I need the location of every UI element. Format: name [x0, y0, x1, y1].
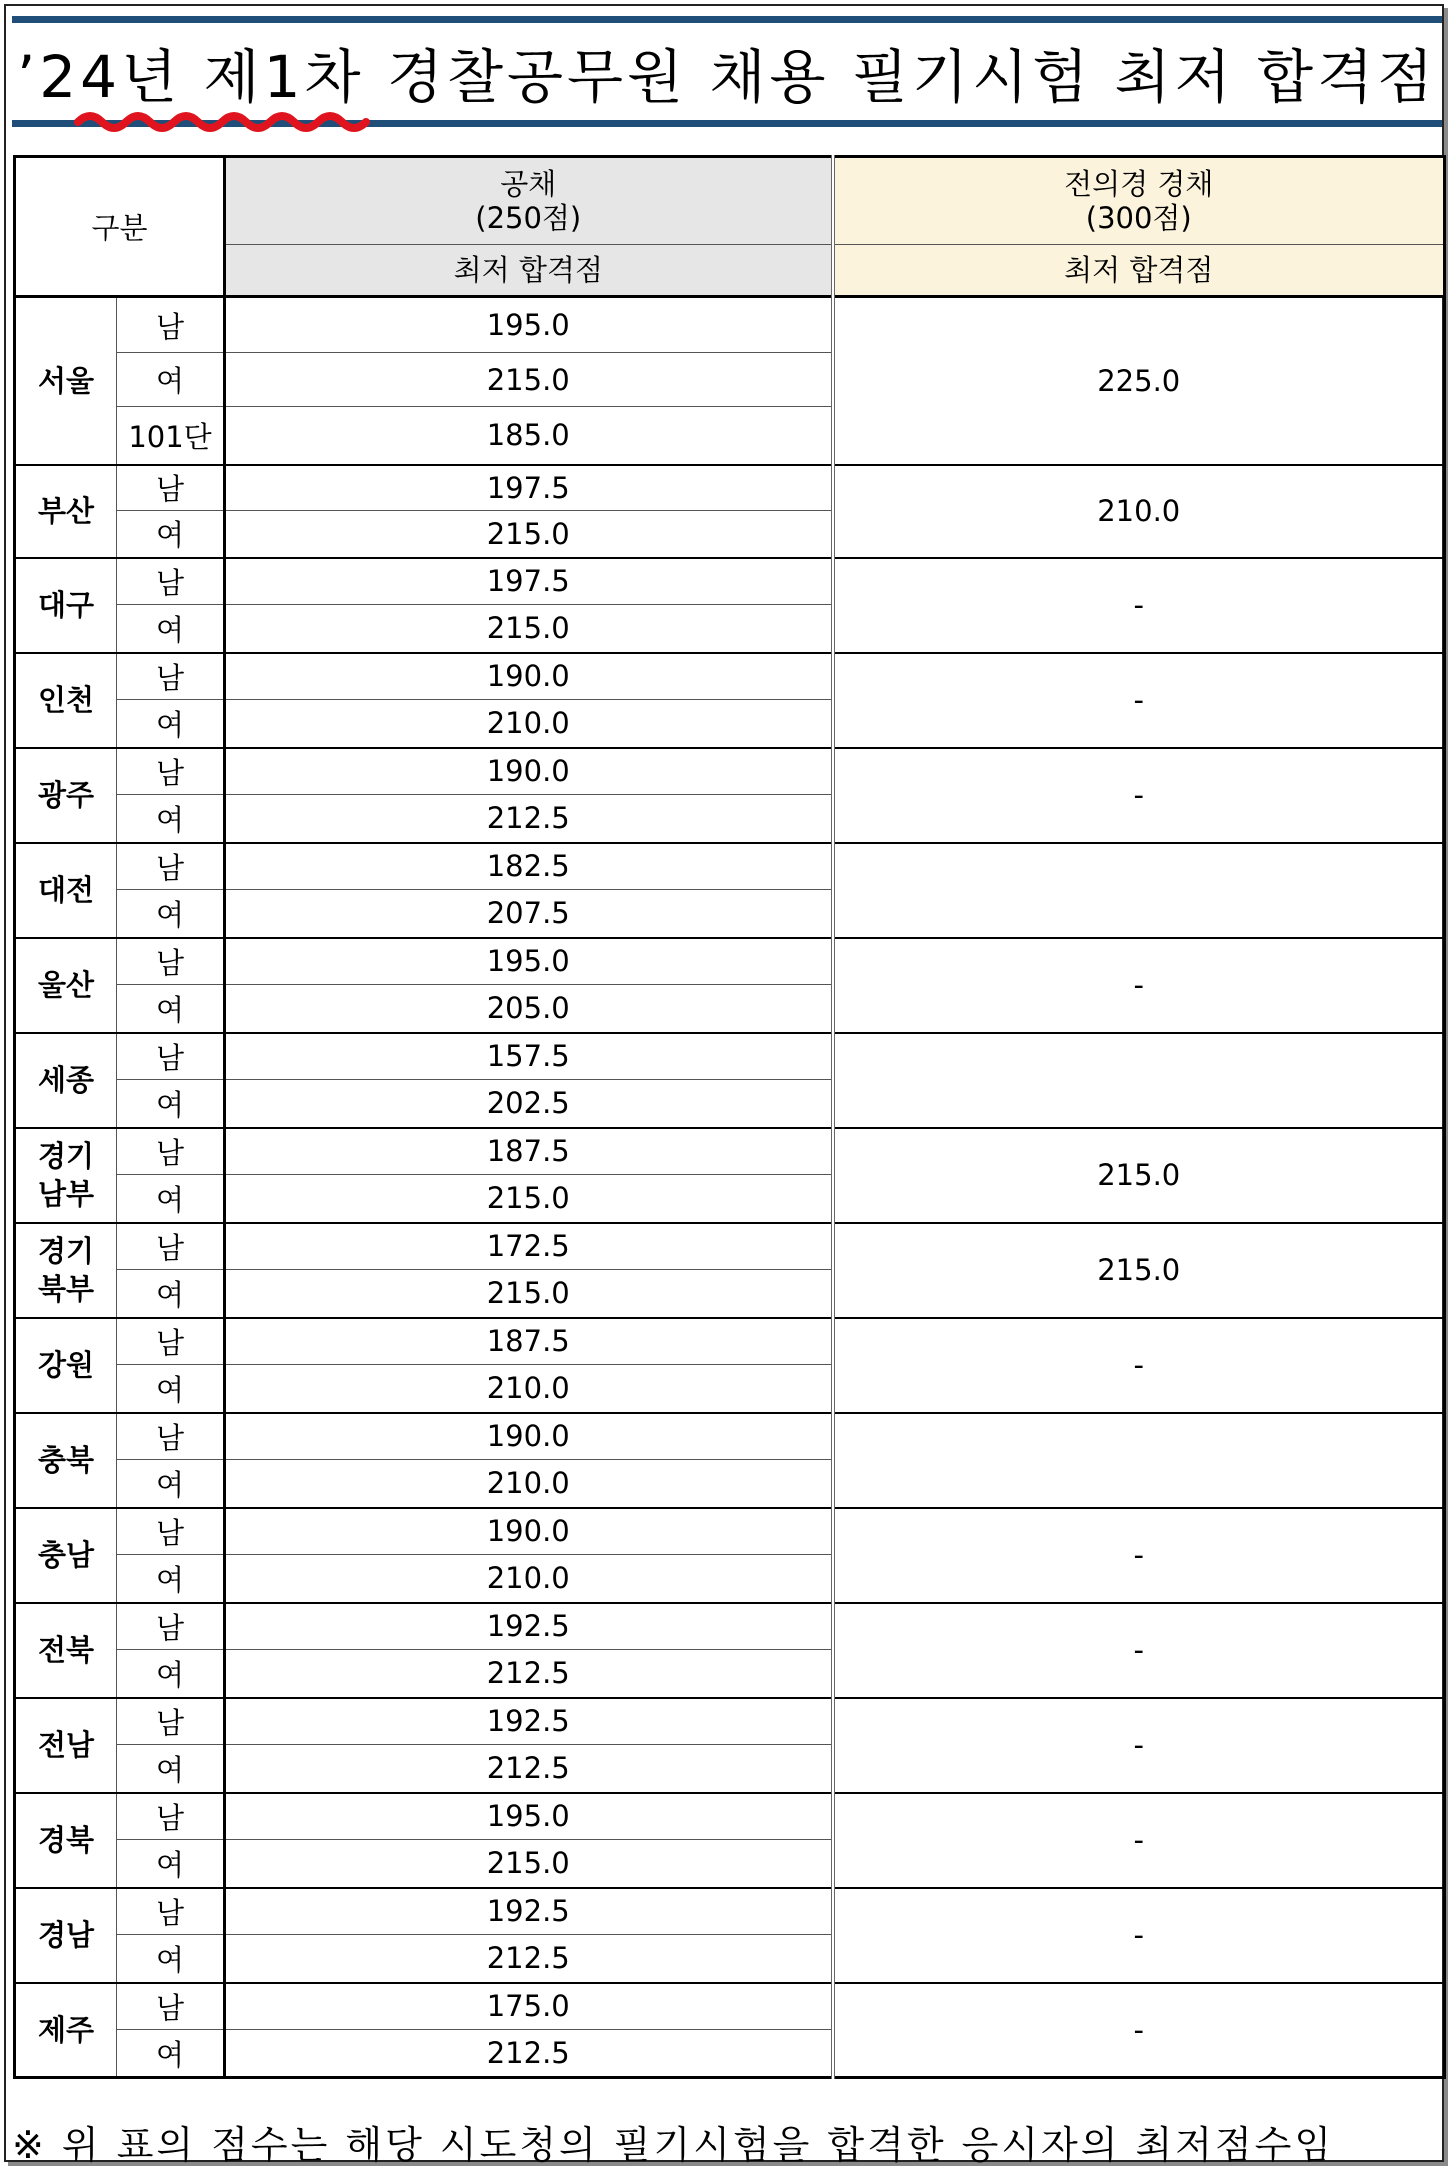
general-score: 210.0 [225, 1460, 833, 1508]
region-name: 인천 [15, 653, 117, 748]
gender-cell: 남 [117, 1508, 225, 1555]
gender-cell: 남 [117, 1128, 225, 1175]
score-table [13, 155, 1446, 2079]
general-score: 210.0 [225, 700, 833, 748]
gender-cell: 여 [117, 795, 225, 843]
region-name: 울산 [15, 938, 117, 1033]
general-score: 190.0 [225, 748, 833, 795]
veteran-score: - [833, 1793, 1445, 1888]
general-score: 190.0 [225, 1413, 833, 1460]
gender-cell: 여 [117, 2030, 225, 2078]
gender-cell: 남 [117, 1318, 225, 1365]
table-row [15, 843, 1445, 890]
header-veteran [833, 157, 1445, 245]
gender-cell: 남 [117, 1413, 225, 1460]
veteran-score: - [833, 1603, 1445, 1698]
gender-cell: 남 [117, 938, 225, 985]
region-name: 전북 [15, 1603, 117, 1698]
gender-cell: 남 [117, 297, 225, 353]
general-score: 197.5 [225, 465, 833, 511]
header-veteran-points: (300점) [1085, 201, 1192, 235]
gender-cell: 남 [117, 748, 225, 795]
gender-cell: 여 [117, 1745, 225, 1793]
table-row [15, 1033, 1445, 1080]
veteran-score: - [833, 1508, 1445, 1603]
gender-cell: 남 [117, 1603, 225, 1650]
table-row [15, 1888, 1445, 1935]
gender-cell: 여 [117, 353, 225, 407]
veteran-score: - [833, 1888, 1445, 1983]
general-score: 207.5 [225, 890, 833, 938]
veteran-score: - [833, 1318, 1445, 1413]
general-score: 190.0 [225, 1508, 833, 1555]
table-row [15, 1413, 1445, 1460]
gender-cell: 남 [117, 558, 225, 605]
general-score: 215.0 [225, 353, 833, 407]
veteran-score: 215.0 [833, 1223, 1445, 1318]
header-veteran-label: 전의경 경채 [1064, 167, 1214, 201]
general-score: 212.5 [225, 1745, 833, 1793]
table-row [15, 748, 1445, 795]
general-score: 192.5 [225, 1888, 833, 1935]
veteran-score: 225.0 [833, 297, 1445, 465]
table-row [15, 1508, 1445, 1555]
general-score: 172.5 [225, 1223, 833, 1270]
region-name: 광주 [15, 748, 117, 843]
veteran-score: - [833, 938, 1445, 1033]
gender-cell: 남 [117, 1033, 225, 1080]
region-name: 충남 [15, 1508, 117, 1603]
region-name: 경기 북부 [15, 1223, 117, 1318]
general-score: 212.5 [225, 2030, 833, 2078]
general-score: 212.5 [225, 1650, 833, 1698]
general-score: 197.5 [225, 558, 833, 605]
general-score: 185.0 [225, 407, 833, 465]
veteran-score: - [833, 748, 1445, 843]
region-name: 전남 [15, 1698, 117, 1793]
gender-cell: 여 [117, 700, 225, 748]
gender-cell: 남 [117, 1698, 225, 1745]
region-name: 강원 [15, 1318, 117, 1413]
table-row [15, 1318, 1445, 1365]
general-score: 190.0 [225, 653, 833, 700]
region-name: 경북 [15, 1793, 117, 1888]
table-row [15, 653, 1445, 700]
table-row [15, 1603, 1445, 1650]
general-score: 205.0 [225, 985, 833, 1033]
veteran-score: - [833, 653, 1445, 748]
table-row [15, 1983, 1445, 2030]
gender-cell: 여 [117, 1935, 225, 1983]
table-row [15, 297, 1445, 353]
table-row [15, 1223, 1445, 1270]
header-general-points: (250점) [475, 201, 582, 235]
general-score: 182.5 [225, 843, 833, 890]
general-score: 215.0 [225, 511, 833, 558]
region-name: 부산 [15, 465, 117, 558]
veteran-score: 210.0 [833, 465, 1445, 558]
gender-cell: 여 [117, 1175, 225, 1223]
region-name: 경남 [15, 1888, 117, 1983]
veteran-score [833, 1033, 1445, 1128]
gender-cell: 여 [117, 1460, 225, 1508]
general-score: 187.5 [225, 1318, 833, 1365]
general-score: 210.0 [225, 1365, 833, 1413]
gender-cell: 여 [117, 985, 225, 1033]
header-veteran-sub: 최저 합격점 [833, 245, 1445, 297]
general-score: 215.0 [225, 1840, 833, 1888]
table-row [15, 1128, 1445, 1175]
gender-cell: 남 [117, 1888, 225, 1935]
gender-cell: 여 [117, 1840, 225, 1888]
region-name: 충북 [15, 1413, 117, 1508]
general-score: 192.5 [225, 1603, 833, 1650]
header-general-sub: 최저 합격점 [225, 245, 833, 297]
gender-cell: 남 [117, 465, 225, 511]
region-name: 제주 [15, 1983, 117, 2078]
general-score: 192.5 [225, 1698, 833, 1745]
gender-cell: 여 [117, 1650, 225, 1698]
table-row [15, 938, 1445, 985]
gender-cell: 여 [117, 1365, 225, 1413]
gender-cell: 101단 [117, 407, 225, 465]
top-rule [12, 16, 1442, 23]
general-score: 212.5 [225, 1935, 833, 1983]
region-name: 서울 [15, 297, 117, 465]
table-row [15, 1793, 1445, 1840]
general-score: 195.0 [225, 1793, 833, 1840]
gender-cell: 남 [117, 1223, 225, 1270]
region-name: 경기 남부 [15, 1128, 117, 1223]
veteran-score: - [833, 1698, 1445, 1793]
gender-cell: 남 [117, 653, 225, 700]
general-score: 157.5 [225, 1033, 833, 1080]
header-general-label: 공채 [500, 167, 557, 201]
gender-cell: 여 [117, 605, 225, 653]
table-row [15, 465, 1445, 511]
region-name: 대전 [15, 843, 117, 938]
general-score: 215.0 [225, 605, 833, 653]
gender-cell: 남 [117, 1793, 225, 1840]
general-score: 195.0 [225, 938, 833, 985]
table-row [15, 558, 1445, 605]
red-underline-squiggle [74, 108, 374, 136]
footnote: ※ 위 표의 점수는 해당 시도청의 필기시험을 합격한 응시자의 최저점수임 [12, 2123, 1335, 2167]
veteran-score: - [833, 1983, 1445, 2078]
general-score: 212.5 [225, 795, 833, 843]
gender-cell: 여 [117, 890, 225, 938]
header-category: 구분 [15, 157, 225, 297]
general-score: 215.0 [225, 1175, 833, 1223]
veteran-score: - [833, 558, 1445, 653]
general-score: 195.0 [225, 297, 833, 353]
header-general [225, 157, 833, 245]
general-score: 187.5 [225, 1128, 833, 1175]
veteran-score: 215.0 [833, 1128, 1445, 1223]
general-score: 210.0 [225, 1555, 833, 1603]
gender-cell: 여 [117, 1080, 225, 1128]
gender-cell: 여 [117, 511, 225, 558]
gender-cell: 남 [117, 1983, 225, 2030]
region-name: 세종 [15, 1033, 117, 1128]
veteran-score [833, 1413, 1445, 1508]
veteran-score [833, 843, 1445, 938]
gender-cell: 남 [117, 843, 225, 890]
page-title: ’24년 제1차 경찰공무원 채용 필기시험 최저 합격점 [16, 43, 1438, 111]
general-score: 215.0 [225, 1270, 833, 1318]
gender-cell: 여 [117, 1270, 225, 1318]
general-score: 202.5 [225, 1080, 833, 1128]
gender-cell: 여 [117, 1555, 225, 1603]
region-name: 대구 [15, 558, 117, 653]
general-score: 175.0 [225, 1983, 833, 2030]
table-row [15, 1698, 1445, 1745]
